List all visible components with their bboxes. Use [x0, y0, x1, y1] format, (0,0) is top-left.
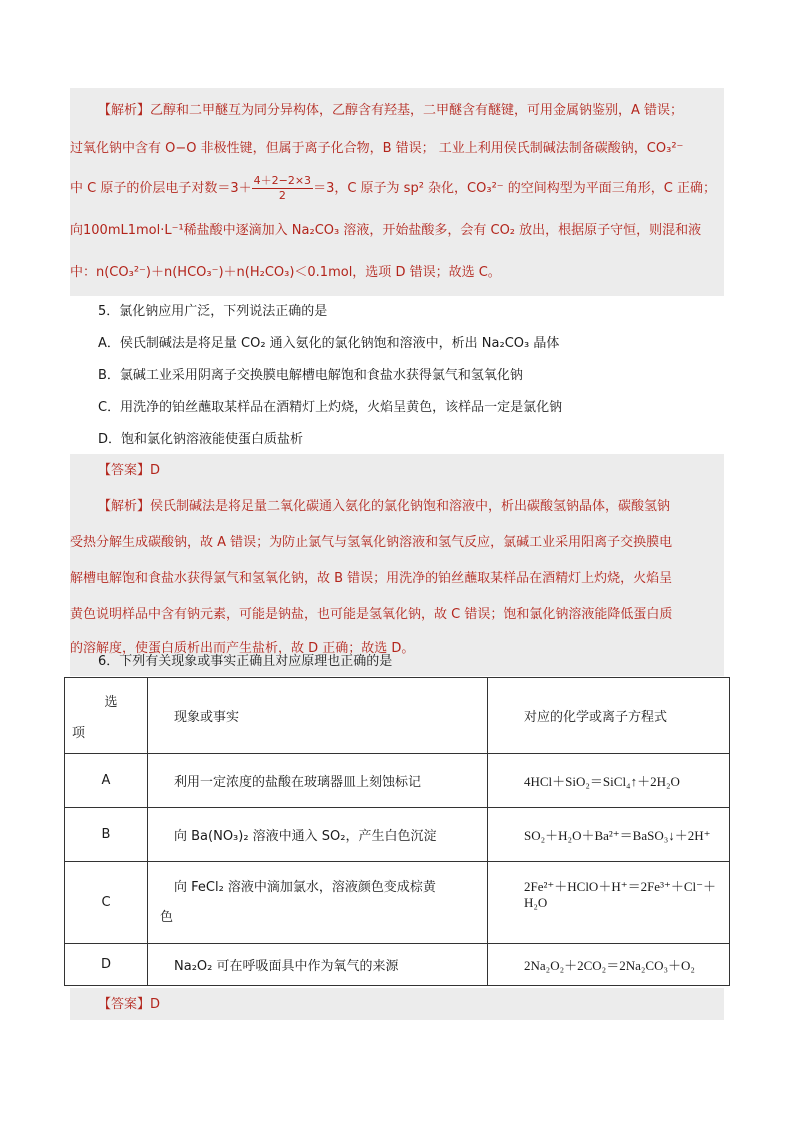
- analysis-line-1: [70, 90, 724, 132]
- row-fact: Na₂O₂ 可在呼吸面具中作为氧气的来源: [148, 944, 488, 986]
- analysis-text: 中 C 原子的价层电子对数＝3＋: [70, 181, 252, 196]
- analysis-text: 解槽电解饱和食盐水获得氯气和氢氧化钠，故 B 错误；用洗净的铂丝蘸取某样品在酒精灯上灼烧，火焰呈: [70, 571, 673, 586]
- answer-value: D: [150, 997, 161, 1012]
- row-option: D: [65, 944, 148, 986]
- analysis-text: 受热分解生成碳酸钠，故 A 错误；为防止氯气与氢氧化钠溶液和氢气反应，氯碱工业采用阳离子交换膜电: [70, 535, 673, 550]
- header-option-top: 选: [104, 694, 118, 710]
- header-option: [65, 678, 148, 754]
- analysis-line-3: [70, 168, 724, 210]
- analysis-text: 侯氏制碱法是将足量二氧化碳通入氨化的氯化钠饱和溶液中，析出碳酸氢钠晶体，碳酸氢钠: [150, 499, 671, 514]
- fraction-denominator: 2: [278, 189, 286, 202]
- row-equation: 2Na₂O₂＋2CO₂＝2Na₂CO₃＋O₂: [488, 944, 730, 986]
- header-equation: 对应的化学或离子方程式: [488, 678, 730, 754]
- header-option-bottom: 项: [72, 725, 86, 741]
- header-fact: 现象或事实: [148, 678, 488, 754]
- analysis-line-5: [70, 252, 724, 294]
- table-header-row: [65, 678, 730, 754]
- question-5-stem: 5．氯化钠应用广泛，下列说法正确的是: [98, 304, 328, 319]
- row-fact: 利用一定浓度的盐酸在玻璃器皿上刻蚀标记: [148, 754, 488, 808]
- row-fact: 向 Ba(NO₃)₂ 溶液中通入 SO₂，产生白色沉淀: [148, 808, 488, 862]
- table-row: [65, 944, 730, 986]
- table-row: [65, 808, 730, 862]
- analysis-text: 过氧化钠中含有 O−O 非极性键，但属于离子化合物，B 错误； 工业上利用侯氏制碱法制备碳酸钠，CO₃²⁻: [70, 141, 684, 156]
- row-equation: SO₂＋H₂O＋Ba²⁺＝BaSO₃↓＋2H⁺: [488, 808, 730, 862]
- table-row: [65, 754, 730, 808]
- row-equation: 4HCl＋SiO₂＝SiCl₄↑＋2H₂O: [488, 754, 730, 808]
- analysis-text: 黄色说明样品中含有钠元素，可能是钠盐，也可能是氢氧化钠，故 C 错误；饱和氯化钠溶液能降低蛋白质: [70, 607, 673, 622]
- question-6-table: [64, 677, 730, 986]
- fraction-numerator: 4＋2−2×3: [253, 174, 312, 187]
- question-6-stem: 6．下列有关现象或事实正确且对应原理也正确的是: [98, 654, 393, 669]
- question-5-option-a: A．侯氏制碱法是将足量 CO₂ 通入氨化的氯化钠饱和溶液中，析出 Na₂CO₃ 晶体: [98, 336, 560, 351]
- table-row: [65, 862, 730, 944]
- analysis-text: 向100mL1mol·L⁻¹稀盐酸中逐滴加入 Na₂CO₃ 溶液，开始盐酸多，会有 CO₂ 放出，根据原子守恒，则混和液: [70, 223, 702, 238]
- analysis-line-4: [70, 210, 724, 252]
- row-fact-line-1: 向 FeCl₂ 溶液中滴加氯水，溶液颜色变成棕黄: [174, 879, 436, 895]
- question-5-option-c: C．用洗净的铂丝蘸取某样品在酒精灯上灼烧，火焰呈黄色，该样品一定是氯化钠: [98, 400, 563, 415]
- analysis-line-2: [70, 128, 724, 170]
- question-5-option-b: B．氯碱工业采用阴离子交换膜电解槽电解饱和食盐水获得氯气和氢氧化钠: [98, 368, 523, 383]
- row-option: C: [65, 862, 148, 944]
- fraction: [252, 174, 313, 203]
- analysis-label: 【解析】: [98, 499, 151, 514]
- analysis-text: 乙醇和二甲醚互为同分异构体，乙醇含有羟基，二甲醚含有醚键，可用金属钠鉴别，A 错误；: [150, 103, 684, 118]
- answer-value: D: [150, 463, 161, 478]
- row-fact-line-2: 色: [160, 909, 174, 925]
- question-5-option-d: D．饱和氯化钠溶液能使蛋白质盐析: [98, 432, 304, 447]
- analysis-text: ＝3，C 原子为 sp² 杂化，CO₃²⁻ 的空间构型为平面三角形，C 正确；: [313, 181, 716, 196]
- analysis-text: 的溶解度，使蛋白质析出而产生盐析，故 D 正确；故选 D。: [70, 641, 415, 656]
- row-equation: 2Fe²⁺＋HClO＋H⁺＝2Fe³⁺＋Cl⁻＋H₂O: [488, 862, 730, 944]
- answer-label: 【答案】: [98, 997, 151, 1012]
- row-option: A: [65, 754, 148, 808]
- row-option: B: [65, 808, 148, 862]
- analysis-text: 中：n(CO₃²⁻)＋n(HCO₃⁻)＋n(H₂CO₃)＜0.1mol，选项 D 错误；故选 C。: [70, 265, 501, 280]
- answer-line-q6: [70, 984, 724, 1026]
- answer-label: 【答案】: [98, 463, 151, 478]
- row-fact: [148, 862, 488, 944]
- analysis-label: 【解析】: [98, 103, 151, 118]
